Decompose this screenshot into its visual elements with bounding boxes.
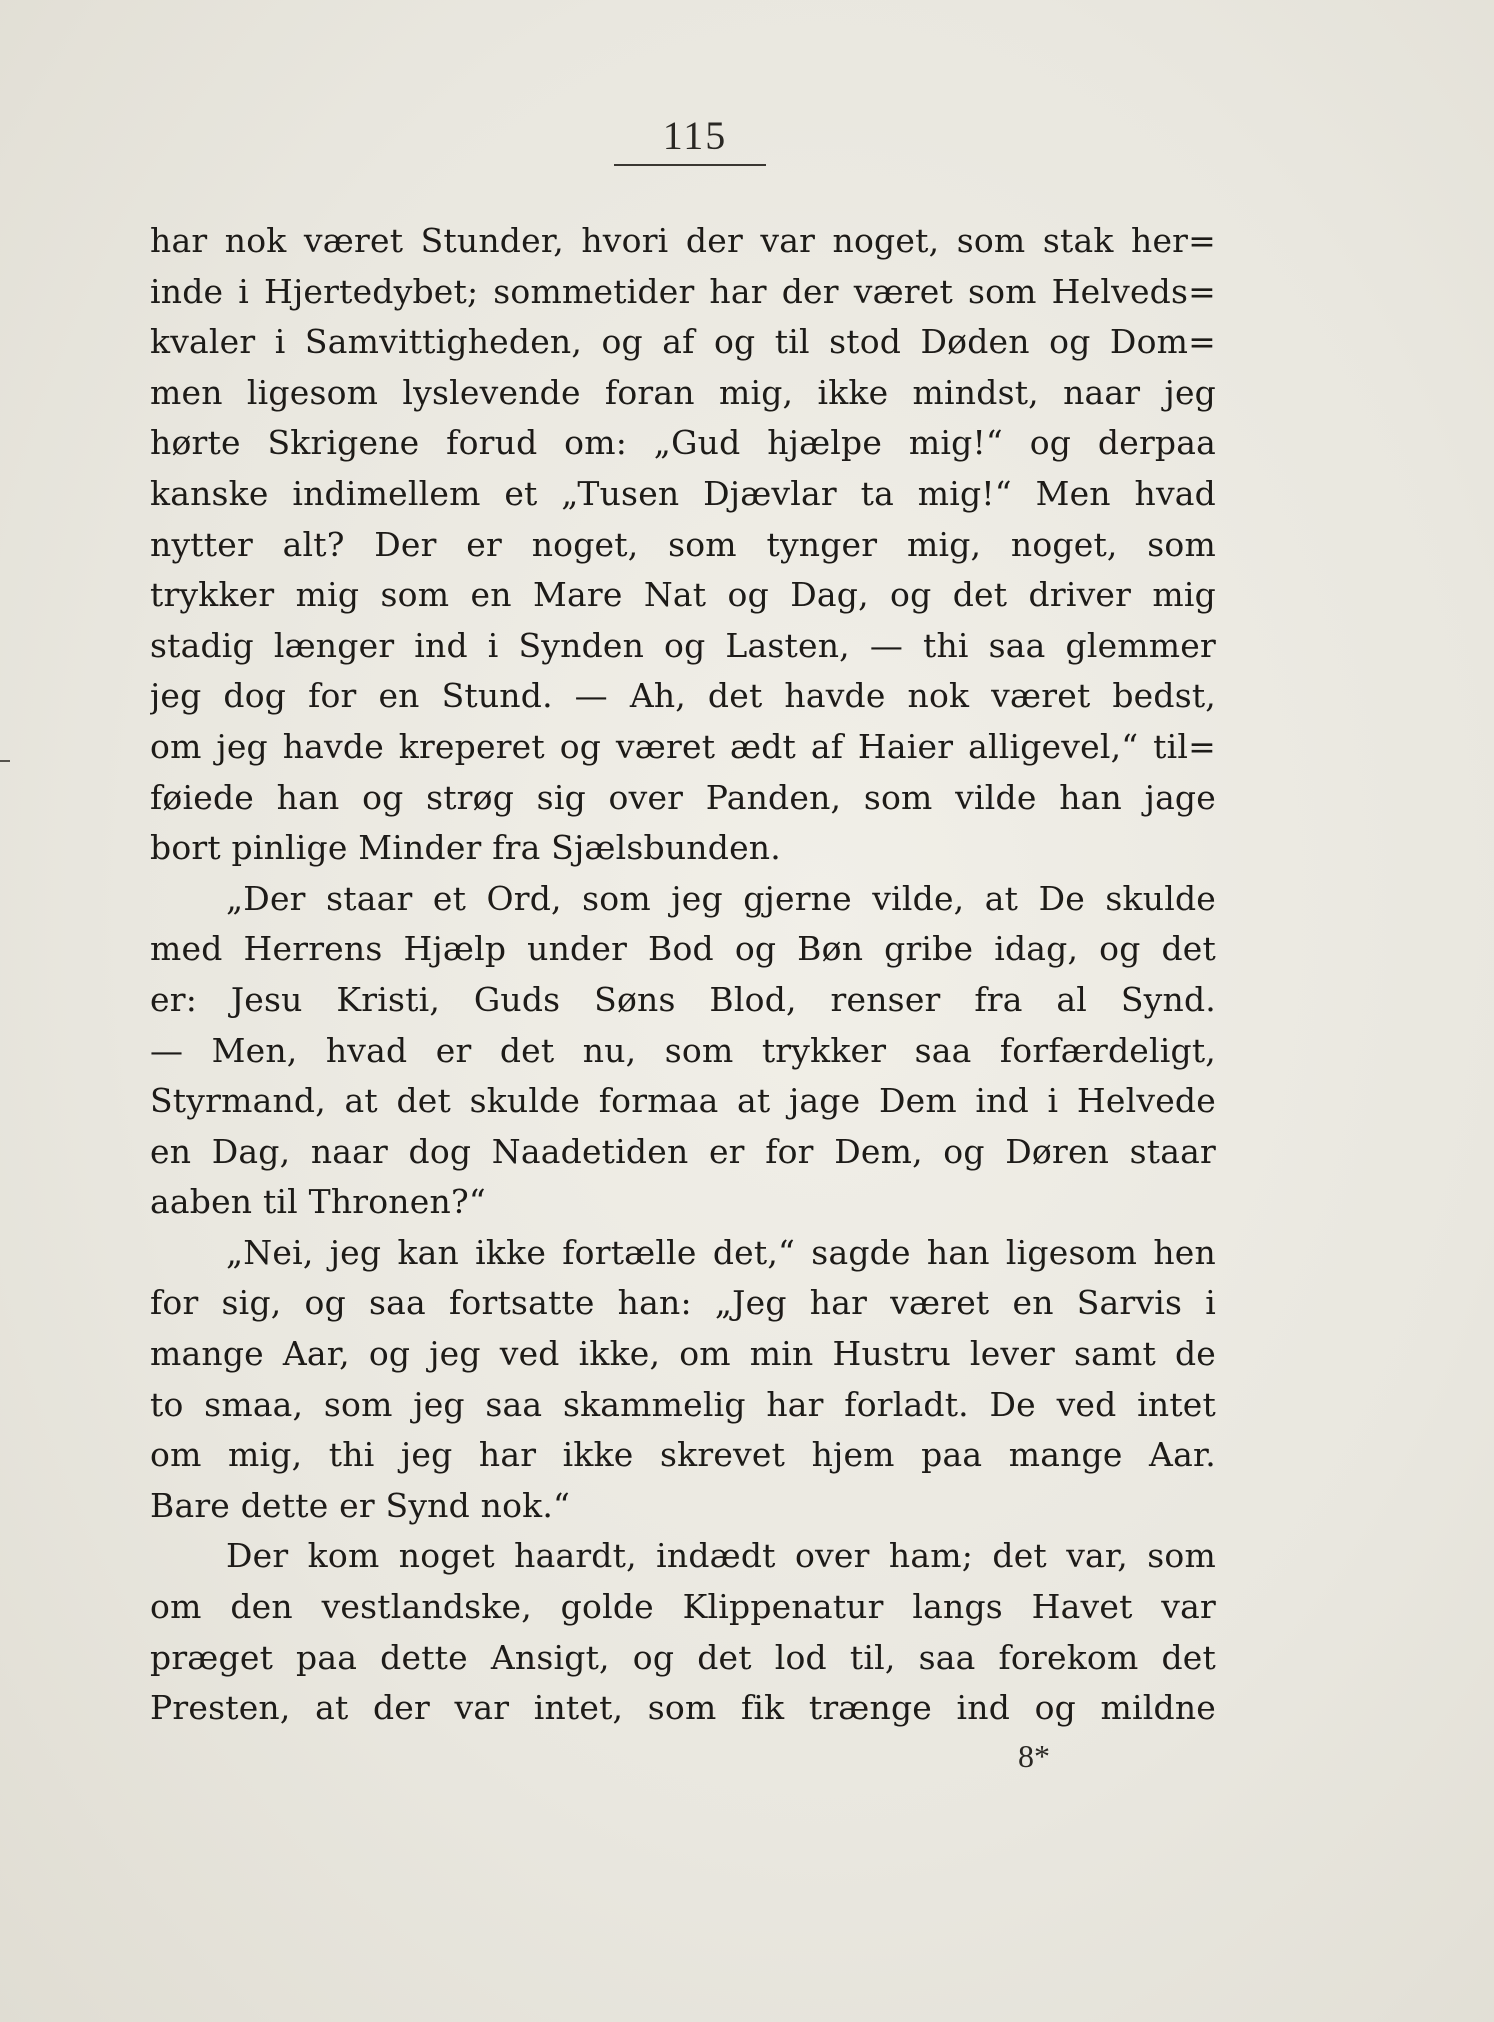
text-line: for sig, og saa fortsatte han: „Jeg har været en Sarvis i	[150, 1283, 1216, 1323]
text-line: — Men, hvad er det nu, som trykker saa forfærdeligt,	[150, 1030, 1216, 1070]
text-line: med Herrens Hjælp under Bod og Bøn gribe idag, og det	[150, 929, 1216, 969]
text-line: „Nei, jeg kan ikke fortælle det,“ sagde han ligesom hen	[226, 1232, 1216, 1272]
text-line: Bare dette er Synd nok.“	[150, 1485, 571, 1525]
text-line: kvaler i Samvittigheden, og af og til stod Døden og Dom=	[150, 322, 1216, 362]
text-line: præget paa dette Ansigt, og det lod til, saa forekom det	[150, 1637, 1216, 1677]
text-line: en Dag, naar dog Naadetiden er for Dem, og Døren staar	[150, 1131, 1216, 1171]
text-line: Presten, at der var intet, som fik trænge ind og mildne	[150, 1688, 1216, 1728]
text-line: hørte Skrigene forud om: „Gud hjælpe mig!“ og derpaa	[150, 423, 1216, 463]
margin-mark	[0, 760, 10, 762]
page-number-rule	[614, 164, 766, 166]
text-line: mange Aar, og jeg ved ikke, om min Hustru lever samt de	[150, 1334, 1216, 1374]
text-line: nytter alt? Der er noget, som tynger mig, noget, som	[150, 524, 1216, 564]
text-line: kanske indimellem et „Tusen Djævlar ta mig!“ Men hvad	[150, 473, 1216, 513]
text-line: Styrmand, at det skulde formaa at jage Dem ind i Helvede	[150, 1081, 1216, 1121]
signature-mark: 8*	[1018, 1738, 1050, 1774]
text-line: er: Jesu Kristi, Guds Søns Blod, renser fra al Synd.	[150, 979, 1216, 1019]
text-line: jeg dog for en Stund. — Ah, det havde nok været bedst,	[150, 676, 1216, 716]
text-line: føiede han og strøg sig over Panden, som vilde han jage	[150, 777, 1216, 817]
text-line: om mig, thi jeg har ikke skrevet hjem paa mange Aar.	[150, 1435, 1216, 1475]
text-line: trykker mig som en Mare Nat og Dag, og det driver mig	[150, 575, 1216, 615]
text-line: om den vestlandske, golde Klippenatur langs Havet var	[150, 1587, 1216, 1627]
text-line: inde i Hjertedybet; sommetider har der været som Helveds=	[150, 271, 1216, 311]
text-line: stadig længer ind i Synden og Lasten, — thi saa glemmer	[150, 625, 1216, 665]
text-line: men ligesom lyslevende foran mig, ikke mindst, naar jeg	[150, 372, 1216, 412]
page-number: 115	[662, 113, 728, 158]
body-text	[150, 216, 1216, 1734]
text-line: om jeg havde kreperet og været ædt af Haier alligevel,“ til=	[150, 726, 1216, 766]
text-line: har nok været Stunder, hvori der var noget, som stak her=	[150, 221, 1216, 260]
text-line: bort pinlige Minder fra Sjælsbunden.	[150, 828, 781, 868]
text-line: aaben til Thronen?“	[150, 1182, 486, 1222]
text-line: Der kom noget haardt, indædt over ham; det var, som	[226, 1536, 1216, 1576]
text-line: „Der staar et Ord, som jeg gjerne vilde, at De skulde	[226, 878, 1216, 918]
text-line: to smaa, som jeg saa skammelig har forladt. De ved intet	[150, 1384, 1216, 1424]
